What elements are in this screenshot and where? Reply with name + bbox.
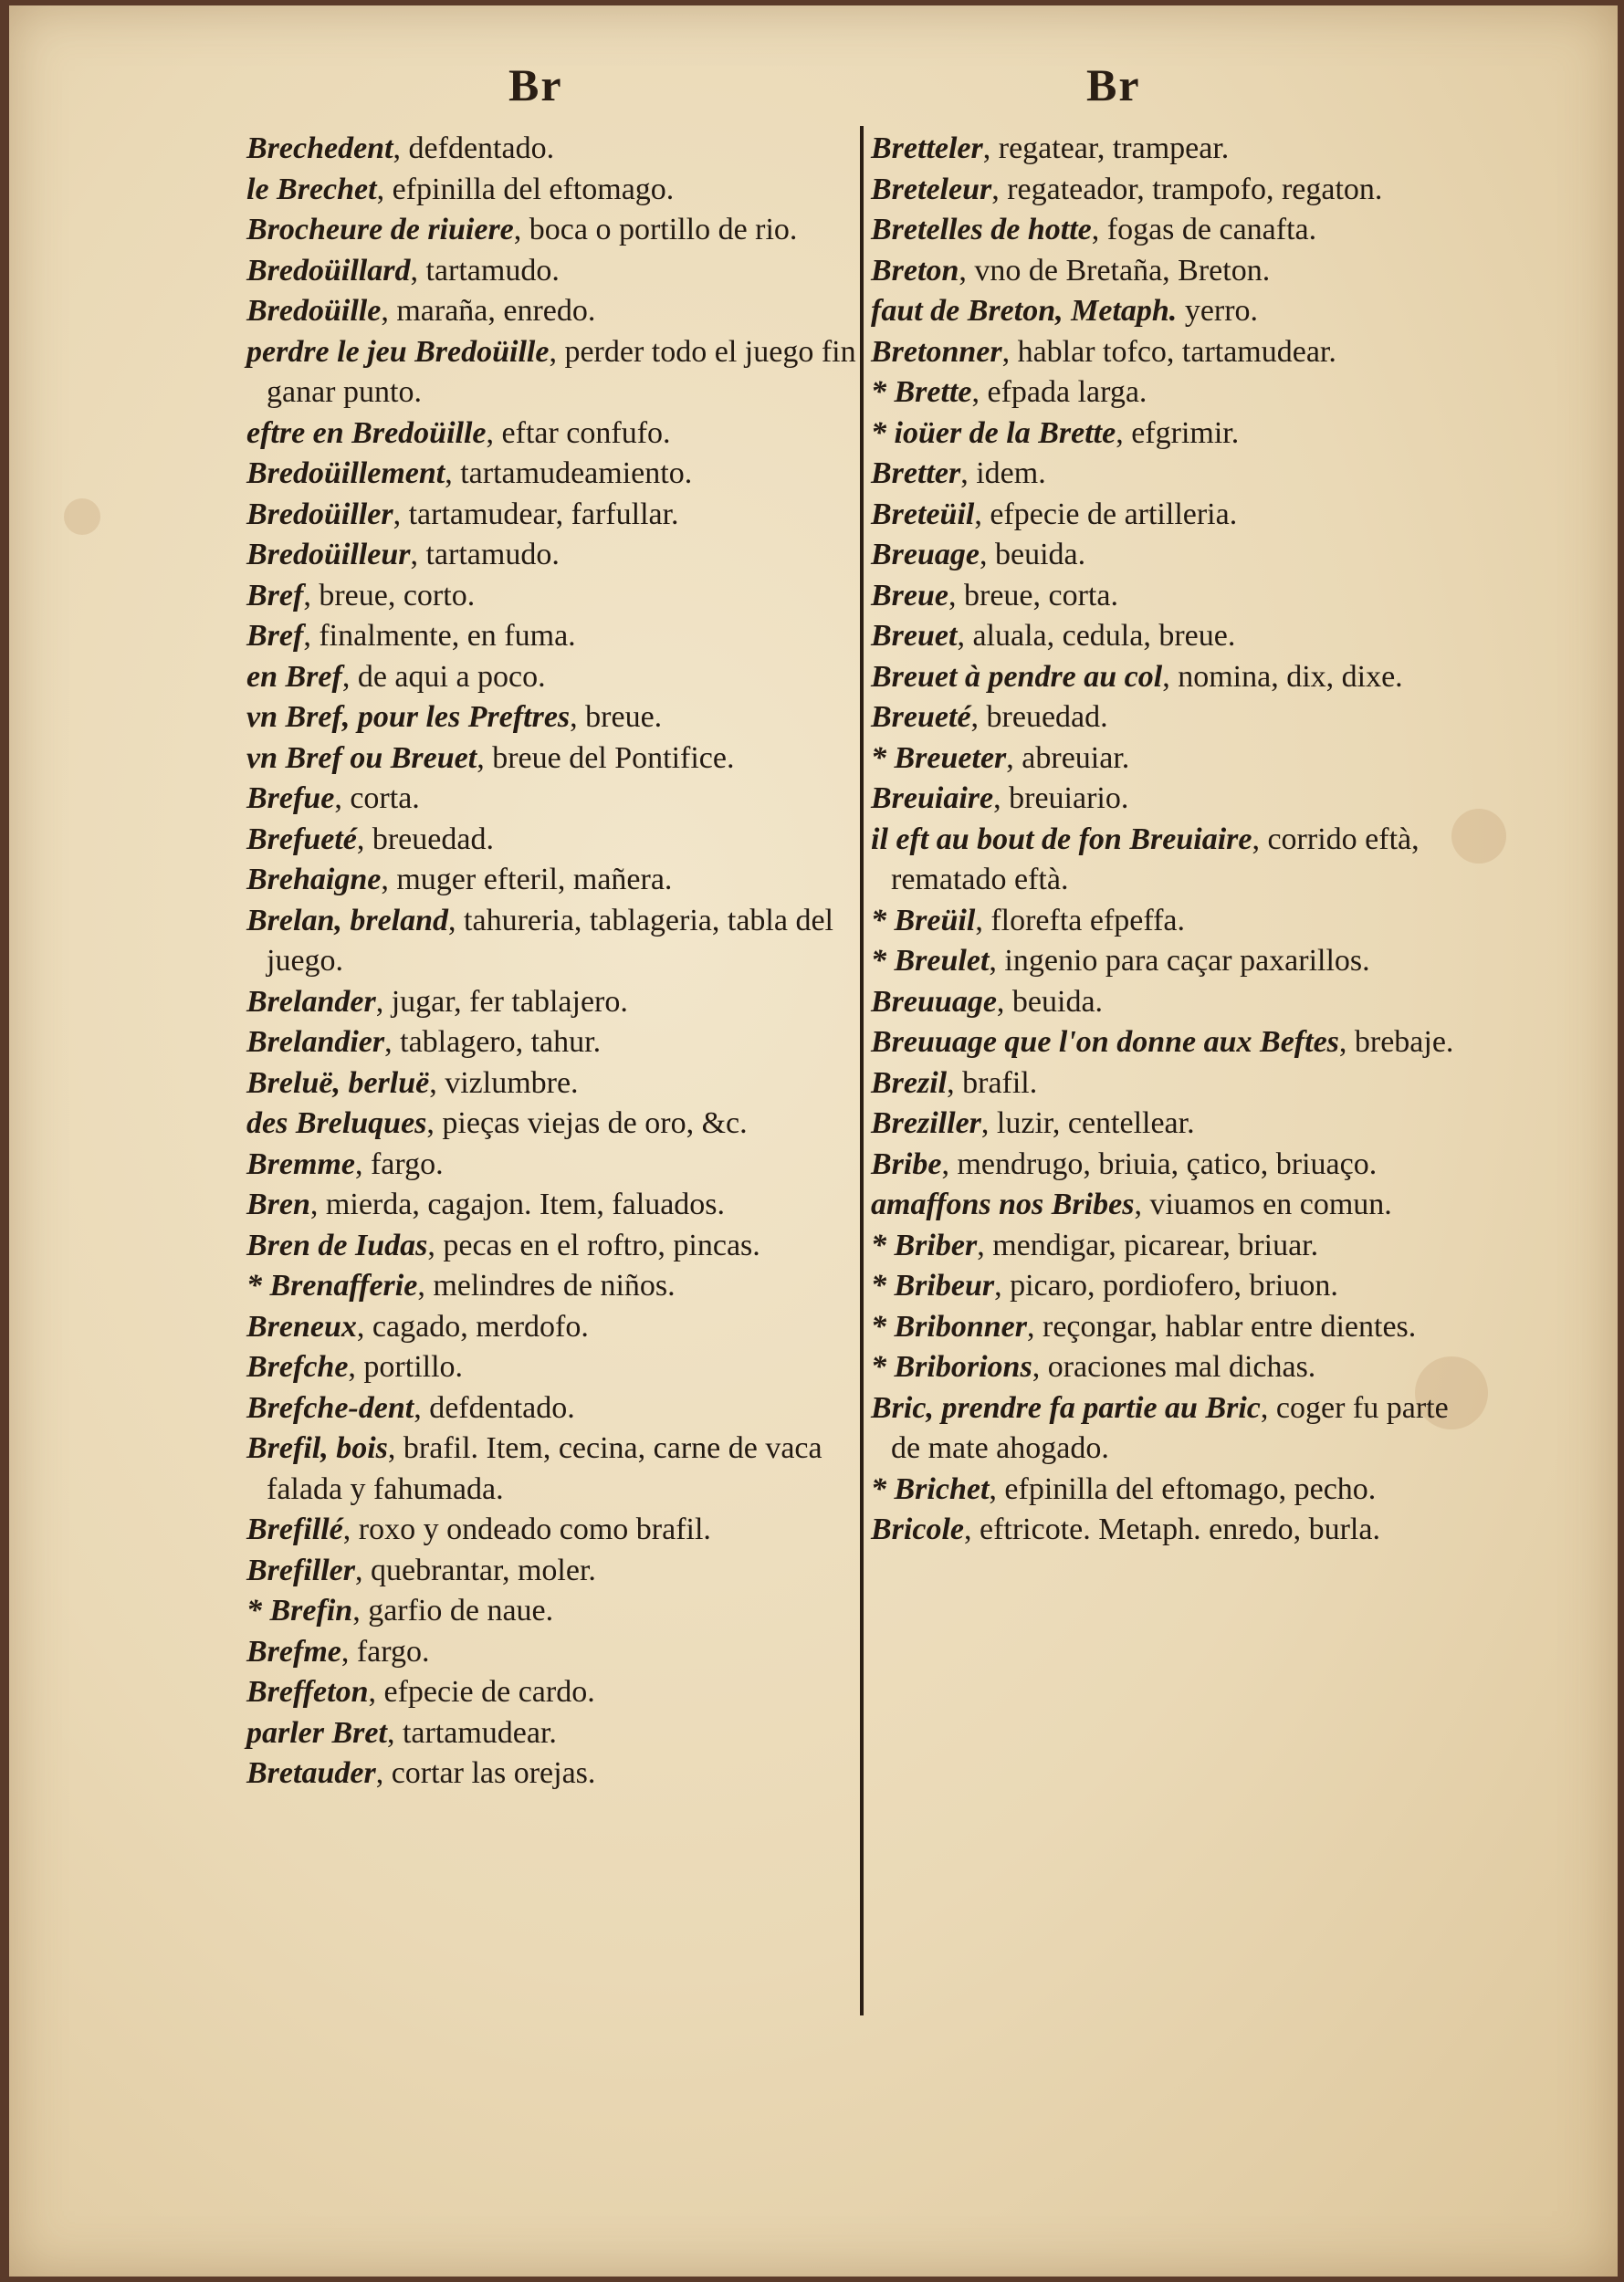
dictionary-entry (246, 982, 885, 1023)
entry-headword: Brefche-dent (246, 1390, 414, 1425)
entry-definition: pieças viejas de oro, &c. (442, 1106, 748, 1140)
entry-separator: , (959, 253, 975, 288)
entry-separator: , (381, 294, 397, 328)
entry-headword: Brehaigne (246, 863, 382, 896)
entry-separator: , (356, 1309, 372, 1344)
entry-definition: garfio de naue. (368, 1594, 554, 1628)
entry-headword: en Bref (246, 659, 342, 694)
entry-headword: * Briber (871, 1228, 978, 1262)
entry-headword: Bredoüilleur (246, 538, 411, 571)
entry-separator: , (960, 456, 977, 490)
entry-separator: , (1032, 1350, 1048, 1384)
dictionary-entry (871, 1470, 1483, 1511)
entry-definition: tartamudear, farfullar. (408, 497, 679, 531)
entry-separator: , (948, 578, 964, 612)
dictionary-entry (246, 1753, 885, 1795)
dictionary-entry (871, 495, 1483, 536)
entry-headword: * Brenafferie (246, 1269, 418, 1303)
dictionary-entry (246, 1510, 885, 1551)
entry-definition: finalmente, en fuma. (319, 619, 576, 653)
dictionary-entry (246, 820, 885, 861)
dictionary-entry (871, 901, 1483, 942)
entry-headword: Bribe (871, 1146, 942, 1181)
dictionary-entry (871, 332, 1483, 373)
entry-separator: , (309, 1188, 326, 1221)
entry-definition: muger efteril, mañera. (396, 863, 673, 896)
entry-definition: efpinilla del eftomago. (392, 172, 675, 206)
entry-definition: efpecie de cardo. (383, 1675, 595, 1709)
entry-separator: , (410, 538, 426, 571)
entry-separator: , (970, 700, 987, 734)
entry-headword: * Breueter (871, 740, 1007, 775)
entry-headword: Breteleur (871, 172, 992, 206)
entry-headword: il eft au bout de fon Breuiaire (871, 822, 1252, 856)
dictionary-entry (871, 820, 1483, 901)
entry-definition: breue. (585, 700, 663, 734)
dictionary-entry (246, 1429, 885, 1510)
dictionary-entry (871, 372, 1483, 413)
entry-headword: Brefueté (246, 822, 357, 856)
entry-headword: Brelan, breland (246, 903, 449, 937)
dictionary-entry (246, 210, 885, 251)
entry-separator: , (1006, 740, 1022, 775)
entry-separator: , (352, 1594, 369, 1628)
dictionary-entry (871, 454, 1483, 495)
entry-definition: maraña, enredo. (396, 294, 596, 328)
dictionary-entry (246, 170, 885, 211)
entry-definition: nomina, dix, dixe. (1178, 659, 1403, 694)
entry-headword: * ioüer de la Brette (871, 415, 1116, 450)
dictionary-entry (246, 901, 885, 982)
entry-separator: , (348, 1350, 364, 1384)
entry-separator: , (977, 1228, 993, 1262)
entry-separator: , (477, 740, 493, 775)
dictionary-entry (871, 576, 1483, 617)
dictionary-entry (871, 738, 1483, 780)
entry-headword: Breuet (871, 619, 958, 653)
entry-headword: Bredoüiller (246, 497, 393, 531)
entry-definition: de aqui a poco. (357, 659, 546, 694)
dictionary-entry (246, 1266, 885, 1307)
entry-headword: * Brefin (246, 1594, 353, 1628)
entry-separator: , (993, 781, 1010, 815)
entry-separator: , (994, 1269, 1011, 1303)
dictionary-entry (871, 616, 1483, 657)
entry-separator: , (427, 1228, 444, 1262)
entry-separator: , (1001, 334, 1018, 369)
entry-definition: efpinilla del eftomago, pecho. (1004, 1471, 1377, 1506)
dictionary-entry (871, 779, 1483, 820)
entry-definition: yerro. (1184, 294, 1259, 328)
entry-headword: Bric, prendre fa partie au Bric (871, 1390, 1261, 1425)
dictionary-entry (871, 1347, 1483, 1388)
entry-definition: efpada larga. (987, 375, 1147, 409)
entry-definition: mierda, cagajon. Item, faluados. (325, 1188, 726, 1221)
entry-separator: , (393, 497, 409, 531)
entry-definition: brebaje. (1354, 1025, 1454, 1059)
entry-definition: fargo. (370, 1146, 444, 1181)
entry-separator: , (996, 984, 1012, 1019)
dictionary-entry (871, 1307, 1483, 1348)
running-header-left: Br (508, 59, 563, 110)
right-column (871, 129, 1483, 1551)
dictionary-entry (246, 860, 885, 901)
entry-separator: , (303, 619, 320, 653)
dictionary-entry (871, 1266, 1483, 1307)
entry-headword: Breneux (246, 1309, 357, 1344)
dictionary-entry (246, 291, 885, 332)
entry-headword: Bren (246, 1188, 310, 1221)
dictionary-entry (246, 1307, 885, 1348)
entry-definition: tartamudo. (425, 538, 560, 571)
entry-separator: , (429, 1065, 445, 1100)
entry-definition: breue, corta. (964, 578, 1118, 612)
entry-definition: breue, corto. (319, 578, 476, 612)
entry-separator: , (974, 497, 990, 531)
entry-separator: , (334, 781, 351, 815)
entry-separator: , (549, 334, 565, 369)
entry-headword: Breuuage (871, 984, 997, 1019)
entry-definition: cortar las orejas. (391, 1756, 596, 1790)
entry-headword: le Brechet (246, 172, 377, 206)
entry-definition: efgrimir. (1131, 415, 1240, 450)
dictionary-entry (246, 535, 885, 576)
entry-headword: Bretteler (871, 131, 983, 165)
entry-headword: Breluë, berluë (246, 1065, 430, 1100)
entry-definition: roxo y ondeado como brafil. (358, 1513, 711, 1546)
entry-definition: mendigar, picarear, briuar. (992, 1228, 1319, 1262)
entry-definition: florefta efpeffa. (990, 903, 1185, 937)
entry-headword: Brelander (246, 984, 376, 1019)
entry-headword: Brechedent (246, 131, 393, 165)
entry-separator: , (375, 1756, 392, 1790)
entry-headword: Brefillé (246, 1513, 343, 1546)
entry-headword: * Bribonner (871, 1309, 1027, 1344)
entry-separator: , (989, 1471, 1005, 1506)
entry-headword: Breue (871, 578, 948, 612)
entry-headword: Brefue (246, 781, 335, 815)
left-column (246, 129, 885, 1795)
entry-separator: , (963, 1513, 980, 1546)
entry-definition: regatear, trampear. (998, 131, 1230, 165)
entry-definition: abreuiar. (1022, 740, 1130, 775)
entry-definition: tahureria, tablageria, tabla del juego. (267, 903, 833, 978)
entry-separator: , (356, 822, 372, 856)
entry-definition: vno de Bretaña, Breton. (974, 253, 1271, 288)
dictionary-entry (871, 1104, 1483, 1145)
entry-definition: tablagero, tahur. (400, 1025, 602, 1059)
entry-separator: , (426, 1106, 443, 1140)
entry-definition: regateador, trampofo, regaton. (1007, 172, 1383, 206)
entry-separator: , (1027, 1309, 1043, 1344)
entry-separator: , (1134, 1188, 1150, 1221)
entry-headword: Brelandier (246, 1025, 385, 1059)
dictionary-entry (246, 738, 885, 780)
entry-separator: , (957, 619, 973, 653)
entry-headword: vn Bref ou Breuet (246, 740, 477, 775)
entry-definition: efpecie de artilleria. (990, 497, 1238, 531)
entry-definition: oraciones mal dichas. (1047, 1350, 1316, 1384)
entry-separator: , (448, 903, 465, 937)
entry-headword: * Briborions (871, 1350, 1032, 1384)
entry-separator: , (941, 1146, 958, 1181)
dictionary-entry (871, 1063, 1483, 1104)
entry-headword: Breuet à pendre au col (871, 659, 1163, 694)
entry-headword: faut de Breton, Metaph. (871, 294, 1178, 328)
dictionary-entry (246, 1713, 885, 1754)
entry-headword: Breton (871, 253, 959, 288)
entry-headword: parler Bret (246, 1715, 387, 1750)
entry-separator: , (414, 1390, 430, 1425)
entry-definition: tartamudeamiento. (460, 456, 693, 490)
entry-headword: Bricole (871, 1513, 964, 1546)
dictionary-entry (871, 210, 1483, 251)
entry-headword: amaffons nos Bribes (871, 1188, 1135, 1221)
dictionary-entry (246, 1591, 885, 1632)
entry-definition: beuida. (1011, 984, 1104, 1019)
entry-separator: , (375, 984, 392, 1019)
entry-separator: , (387, 1431, 403, 1465)
entry-separator: , (1338, 1025, 1355, 1059)
entry-definition: aluala, cedula, breue. (972, 619, 1236, 653)
entry-headword: * Brette (871, 375, 972, 409)
dictionary-entry (871, 1510, 1483, 1551)
entry-headword: Bretonner (871, 334, 1002, 369)
entry-definition: tartamudear. (402, 1715, 557, 1750)
entry-definition: hablar tofco, tartamudear. (1017, 334, 1336, 369)
entry-separator: , (393, 131, 409, 165)
dictionary-entry (246, 1347, 885, 1388)
entry-separator: , (386, 1715, 403, 1750)
entry-separator: , (570, 700, 586, 734)
entry-definition: corta. (350, 781, 420, 815)
entry-definition: eftricote. Metaph. enredo, burla. (979, 1513, 1380, 1546)
entry-separator: , (303, 578, 320, 612)
entry-headword: Brocheure de riuiere (246, 213, 514, 246)
entry-separator: , (354, 1553, 371, 1587)
entry-separator: , (1162, 659, 1179, 694)
entry-definition: perder todo el juego fin ganar punto. (267, 334, 856, 409)
entry-separator: , (384, 1025, 401, 1059)
entry-separator: , (354, 1146, 371, 1181)
dictionary-entry (246, 657, 885, 698)
entry-headword: * Breulet (871, 944, 990, 978)
dictionary-entry (246, 495, 885, 536)
entry-separator: , (971, 375, 988, 409)
entry-headword: Breuage (871, 538, 980, 571)
entry-separator: , (1252, 822, 1268, 856)
entry-separator: , (1116, 415, 1132, 450)
entry-headword: Breuiaire (871, 781, 994, 815)
entry-definition: vizlumbre. (445, 1065, 579, 1100)
entry-definition: beuida. (995, 538, 1086, 571)
entry-definition: reçongar, hablar entre dientes. (1043, 1309, 1417, 1344)
entry-headword: Brefil, bois (246, 1431, 388, 1465)
dictionary-entry (871, 129, 1483, 170)
entry-definition: fargo. (356, 1634, 430, 1669)
entry-headword: Bref (246, 619, 304, 653)
entry-headword: * Bribeur (871, 1269, 995, 1303)
entry-definition: luzir, centellear. (996, 1106, 1195, 1140)
book-page (9, 5, 1618, 2277)
entry-definition: breuiario. (1009, 781, 1129, 815)
dictionary-entry (246, 1022, 885, 1063)
dictionary-entry (246, 1226, 885, 1267)
dictionary-entry (246, 616, 885, 657)
entry-headword: Bretauder (246, 1756, 376, 1790)
entry-headword: vn Bref, pour les Preftres (246, 700, 571, 734)
dictionary-entry (246, 332, 885, 413)
entry-headword: eftre en Bredoüille (246, 415, 487, 450)
entry-separator: , (980, 1106, 997, 1140)
entry-separator: , (410, 253, 426, 288)
dictionary-entry (871, 535, 1483, 576)
entry-definition: coger fu parte de mate ahogado. (891, 1390, 1449, 1465)
entry-headword: Breffeton (246, 1675, 369, 1709)
dictionary-entry (246, 1185, 885, 1226)
entry-definition: idem. (976, 456, 1046, 490)
entry-separator: , (341, 659, 358, 694)
dictionary-entry (871, 291, 1483, 332)
entry-definition: melindres de niños. (433, 1269, 676, 1303)
entry-separator: , (1260, 1390, 1276, 1425)
entry-headword: Bremme (246, 1146, 355, 1181)
entry-headword: Breueté (871, 700, 971, 734)
entry-separator: , (376, 172, 393, 206)
entry-separator: , (513, 213, 529, 246)
entry-definition: breue del Pontifice. (492, 740, 735, 775)
entry-separator: , (982, 131, 999, 165)
entry-headword: Brefme (246, 1634, 341, 1669)
entry-definition: brafil. (962, 1065, 1038, 1100)
entry-headword: Bretelles de hotte (871, 213, 1092, 246)
entry-separator: , (989, 944, 1005, 978)
entry-separator: , (381, 863, 397, 896)
entry-headword: Brefiller (246, 1553, 355, 1587)
entry-definition: boca o portillo de rio. (529, 213, 798, 246)
entry-headword: Brefche (246, 1350, 349, 1384)
dictionary-entry (246, 1672, 885, 1713)
entry-definition: quebrantar, moler. (370, 1553, 596, 1587)
entry-definition: mendrugo, briuia, çatico, briuaço. (957, 1146, 1378, 1181)
entry-definition: portillo. (363, 1350, 464, 1384)
dictionary-entry (246, 1632, 885, 1673)
entry-separator (1177, 294, 1185, 328)
running-header-right: Br (1086, 59, 1141, 110)
dictionary-entry (871, 657, 1483, 698)
dictionary-entry (871, 1226, 1483, 1267)
entry-definition: ingenio para caçar paxarillos. (1004, 944, 1370, 978)
entry-separator: , (486, 415, 502, 450)
entry-definition: jugar, fer tablajero. (391, 984, 628, 1019)
dictionary-entry (246, 697, 885, 738)
dictionary-entry (246, 1104, 885, 1145)
entry-separator: , (368, 1675, 384, 1709)
entry-separator: , (417, 1269, 434, 1303)
entry-headword: * Breüil (871, 903, 976, 937)
entry-separator: , (445, 456, 461, 490)
dictionary-entry (871, 1388, 1483, 1470)
entry-separator: , (975, 903, 991, 937)
entry-definition: defdentado. (408, 131, 555, 165)
entry-separator: , (1091, 213, 1107, 246)
entry-headword: Brezil (871, 1065, 948, 1100)
dictionary-entry (246, 1388, 885, 1429)
entry-definition: breuedad. (372, 822, 494, 856)
dictionary-entry (871, 982, 1483, 1023)
entry-separator: , (342, 1513, 359, 1546)
entry-definition: corrido eftà, rematado eftà. (891, 822, 1420, 896)
dictionary-entry (871, 941, 1483, 982)
dictionary-entry (246, 251, 885, 292)
entry-headword: Bredoüillard (246, 253, 411, 288)
dictionary-entry (246, 576, 885, 617)
entry-headword: * Brichet (871, 1471, 990, 1506)
entry-definition: pecas en el roftro, pincas. (443, 1228, 760, 1262)
entry-headword: Breuuage que l'on donne aux Beftes (871, 1025, 1339, 1059)
entry-definition: picaro, pordiofero, briuon. (1010, 1269, 1338, 1303)
entry-headword: Bretter (871, 456, 961, 490)
entry-definition: tartamudo. (425, 253, 560, 288)
dictionary-entry (246, 1063, 885, 1104)
entry-definition: viuamos en comun. (1149, 1188, 1392, 1221)
entry-separator: , (980, 538, 995, 571)
dictionary-entry (871, 413, 1483, 455)
entry-headword: des Breluques (246, 1106, 427, 1140)
dictionary-entry (871, 1145, 1483, 1186)
dictionary-entry (871, 1022, 1483, 1063)
entry-definition: brafil. Item, cecina, carne de vaca falada y fahumada. (267, 1431, 822, 1506)
entry-definition: cagado, merdofo. (372, 1309, 589, 1344)
entry-definition: eftar confufo. (501, 415, 671, 450)
entry-headword: Bredoüille (246, 294, 382, 328)
dictionary-entry (246, 454, 885, 495)
entry-headword: Breziller (871, 1106, 981, 1140)
dictionary-entry (246, 1551, 885, 1592)
paper-stain (64, 498, 100, 535)
entry-headword: Bref (246, 578, 304, 612)
entry-definition: fogas de canafta. (1106, 213, 1317, 246)
dictionary-entry (246, 129, 885, 170)
entry-headword: Breteüil (871, 497, 975, 531)
entry-headword: Bredoüillement (246, 456, 445, 490)
entry-definition: breuedad. (986, 700, 1108, 734)
entry-separator: , (341, 1634, 357, 1669)
entry-definition: defdentado. (429, 1390, 575, 1425)
entry-headword: Bren de Iudas (246, 1228, 428, 1262)
dictionary-entry (871, 697, 1483, 738)
dictionary-entry (246, 413, 885, 455)
entry-separator: , (991, 172, 1008, 206)
entry-separator: , (947, 1065, 963, 1100)
dictionary-entry (246, 779, 885, 820)
entry-headword: perdre le jeu Bredoüille (246, 334, 550, 369)
dictionary-entry (246, 1145, 885, 1186)
dictionary-entry (871, 1185, 1483, 1226)
dictionary-entry (871, 170, 1483, 211)
dictionary-entry (871, 251, 1483, 292)
